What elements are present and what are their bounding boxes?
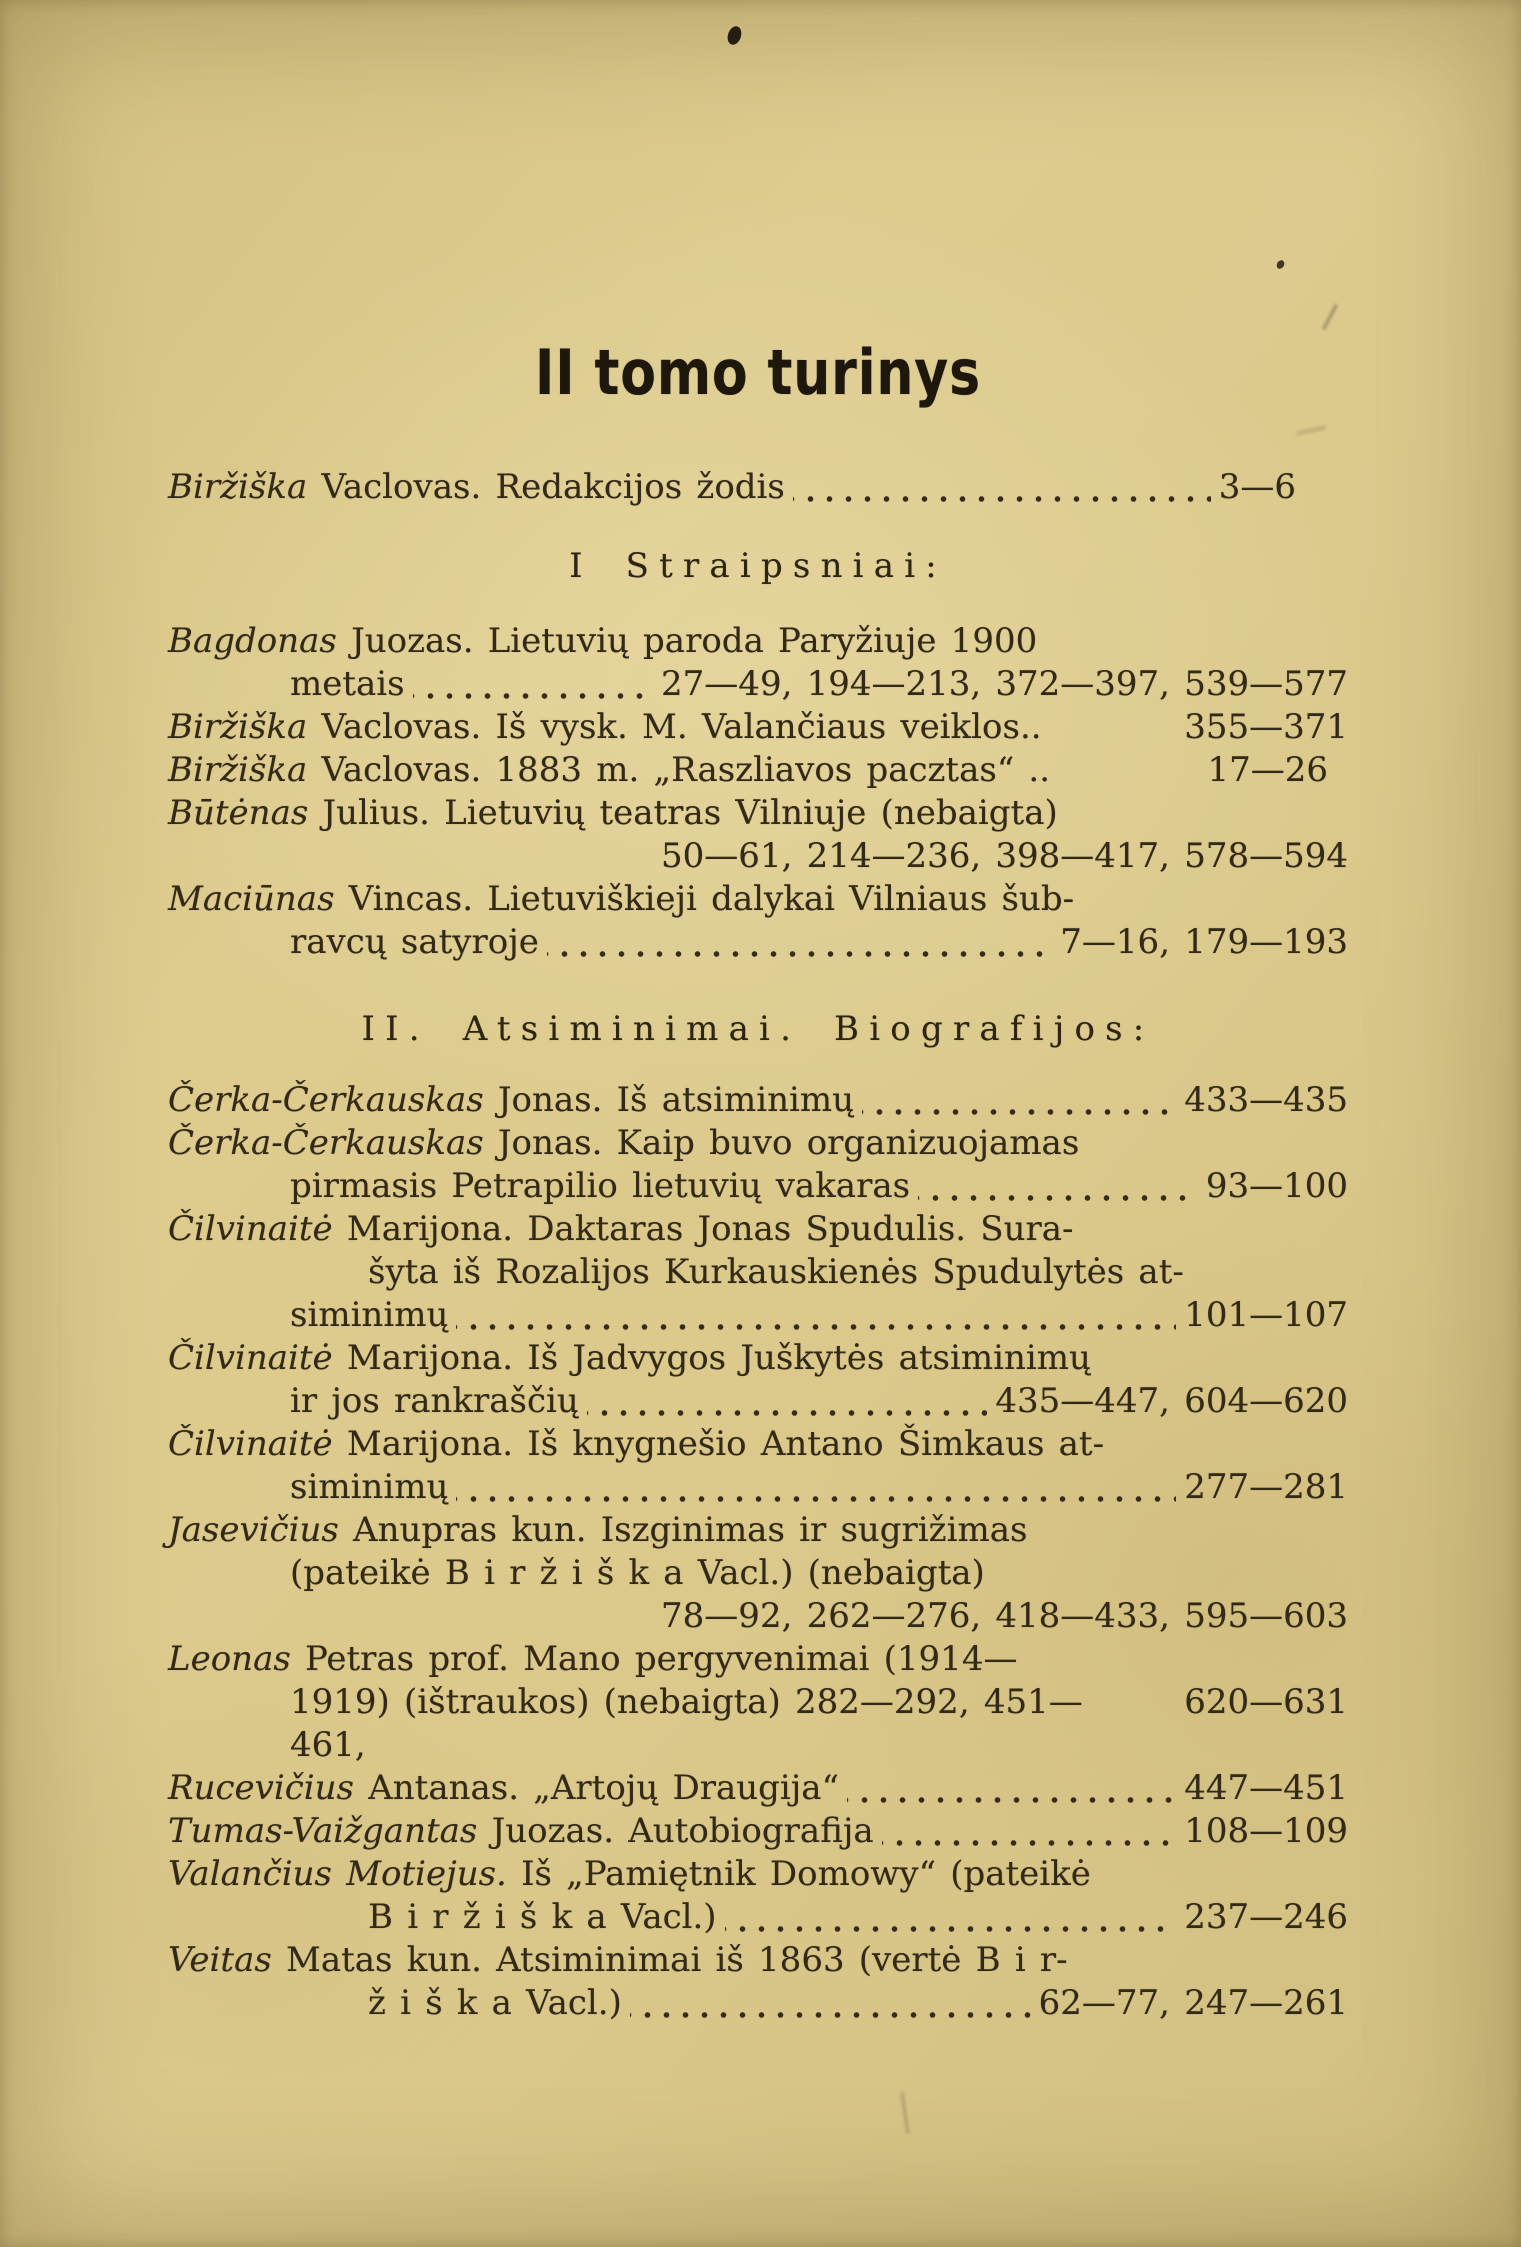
paper-smudge [900, 2092, 910, 2134]
entry-text: Čerka-Čerkauskas Jonas. Kaip buvo organizuojamas [168, 1123, 1080, 1163]
author-name: Bagdonas [168, 621, 337, 661]
entry-text: Bagdonas Juozas. Lietuvių paroda Paryžiuje 1900 [168, 621, 1038, 661]
author-name: Rucevičius [168, 1768, 355, 1808]
dot-leader [882, 1810, 1177, 1853]
author-name: Veitas [168, 1940, 272, 1980]
toc-line [168, 878, 1348, 921]
toc-line [168, 1079, 1348, 1122]
toc-line [168, 1638, 1348, 1681]
toc-line [168, 1208, 1348, 1251]
page-range: 433—435 [1184, 1080, 1348, 1120]
dot-leader [456, 1294, 1176, 1337]
page-range: 108—109 [1184, 1811, 1348, 1851]
author-name: Būtėnas [168, 793, 309, 833]
toc-line [168, 663, 1348, 706]
toc-line [168, 1552, 1348, 1595]
page-range: 7—16, 179—193 [1060, 922, 1348, 962]
author-name: Valančius Motiejus. [168, 1854, 507, 1894]
toc-line [168, 466, 1348, 509]
dot-leader [847, 1767, 1176, 1810]
entry-text: B i r ž i š k a Vacl.) [368, 1897, 717, 1937]
toc-content [168, 0, 1348, 2025]
toc-line [168, 792, 1348, 835]
entry-text: Tumas-Vaižgantas Juozas. Autobiografija [168, 1811, 874, 1851]
entry-text: Leonas Petras prof. Mano pergyvenimai (1914— [168, 1639, 1018, 1679]
entry-text: siminimų [290, 1295, 449, 1335]
page-range: 3—6 [1218, 467, 1296, 507]
dot-leader [630, 1982, 1031, 2025]
entry-text: Biržiška Vaclovas. Redakcijos žodis [168, 467, 785, 507]
page-range: 447—451 [1184, 1768, 1348, 1808]
section-heading: I Straipsniai: [569, 546, 947, 586]
toc-line [168, 1595, 1348, 1638]
author-name: Čerka-Čerkauskas [168, 1080, 484, 1120]
page-range: 620—631 [1184, 1682, 1348, 1722]
toc-line [168, 1509, 1348, 1552]
toc-line [168, 1939, 1348, 1982]
toc-line [168, 1810, 1348, 1853]
entry-text: Būtėnas Julius. Lietuvių teatras Vilniuje (nebaigta) [168, 793, 1058, 833]
entry-text: ravcų satyroje [290, 922, 539, 962]
dot-leader [862, 1079, 1176, 1122]
page-range: 237—246 [1184, 1897, 1348, 1937]
author-name: Jasevičius [168, 1510, 339, 1550]
toc-line [168, 1423, 1348, 1466]
toc-line [168, 921, 1348, 964]
entry-text: Maciūnas Vincas. Lietuviškieji dalykai Vilniaus šub- [168, 879, 1075, 919]
dot-leader [793, 466, 1211, 509]
toc-line [168, 1337, 1348, 1380]
page-range: 435—447, 604—620 [995, 1381, 1348, 1421]
entry-text: Čerka-Čerkauskas Jonas. Iš atsiminimų [168, 1080, 854, 1120]
page-range: 17—26 [1207, 750, 1328, 790]
toc-line [168, 706, 1348, 749]
page-range: 277—281 [1184, 1467, 1348, 1507]
toc-line [168, 1294, 1348, 1337]
entry-text: Čilvinaitė Marijona. Daktaras Jonas Spudulis. Sura- [168, 1209, 1074, 1249]
toc-line [168, 1466, 1348, 1509]
toc-line [168, 749, 1348, 792]
toc-line [168, 835, 1348, 878]
toc-list [168, 466, 1348, 2025]
toc-line [168, 1681, 1348, 1767]
author-name: Čilvinaitė [168, 1424, 333, 1464]
author-name: Čilvinaitė [168, 1209, 333, 1249]
dot-leader [587, 1380, 988, 1423]
page-range: 93—100 [1205, 1166, 1348, 1206]
entry-text: metais [290, 664, 405, 704]
author-name: Biržiška [168, 750, 308, 790]
dot-leader [413, 663, 653, 706]
toc-line [168, 1853, 1348, 1896]
entry-text: ir jos rankraščių [290, 1381, 579, 1421]
entry-text: Veitas Matas kun. Atsiminimai iš 1863 (vertė B i r- [168, 1940, 1068, 1980]
entry-text: 1919) (ištraukos) (nebaigta) 282—292, 451—461, [290, 1682, 1083, 1765]
spacer [1058, 749, 1199, 792]
dot-leader [456, 1466, 1176, 1509]
toc-line [168, 1165, 1348, 1208]
entry-text: Čilvinaitė Marijona. Iš Jadvygos Juškytės atsiminimų [168, 1338, 1091, 1378]
toc-line [168, 1767, 1348, 1810]
entry-text: Rucevičius Antanas. „Artojų Draugija“ [168, 1768, 839, 1808]
author-name: Biržiška [168, 707, 308, 747]
page-title: II tomo turinys [535, 336, 981, 409]
dot-leader [918, 1165, 1198, 1208]
entry-text: ž i š k a Vacl.) [368, 1983, 622, 2023]
spacer [1150, 1681, 1176, 1767]
entry-text: siminimų [290, 1467, 449, 1507]
author-name: Čilvinaitė [168, 1338, 333, 1378]
toc-line [168, 1982, 1348, 2025]
author-name: Čerka-Čerkauskas [168, 1123, 484, 1163]
entry-text: Valančius Motiejus. Iš „Pamiętnik Domowy“ (pateikė [168, 1854, 1091, 1894]
page-range: 78—92, 262—276, 418—433, 595—603 [661, 1596, 1348, 1636]
entry-text: Biržiška Vaclovas. 1883 m. „Raszliavos pacztas“ .. [168, 750, 1051, 790]
entry-text: (pateikė B i r ž i š k a Vacl.) (nebaigta) [290, 1553, 985, 1593]
author-name: Maciūnas [168, 879, 335, 919]
toc-line [168, 1896, 1348, 1939]
page-range: 50—61, 214—236, 398—417, 578—594 [661, 836, 1348, 876]
toc-line [168, 1380, 1348, 1423]
toc-line [168, 1122, 1348, 1165]
page-range: 355—371 [1184, 707, 1348, 747]
dot-leader [547, 921, 1052, 964]
author-name: Tumas-Vaižgantas [168, 1811, 478, 1851]
page-range: 101—107 [1184, 1295, 1348, 1335]
entry-text: šyta iš Rozalijos Kurkauskienės Spudulytės at- [368, 1252, 1184, 1292]
entry-text: Biržiška Vaclovas. Iš vysk. M. Valančiaus veiklos.. [168, 707, 1042, 747]
toc-line [168, 620, 1348, 663]
section-heading: II. Atsiminimai. Biografijos: [361, 1009, 1155, 1049]
entry-text: pirmasis Petrapilio lietuvių vakaras [290, 1166, 911, 1206]
spacer [1050, 706, 1177, 749]
author-name: Leonas [168, 1639, 291, 1679]
dot-leader [725, 1896, 1177, 1939]
page-range: 27—49, 194—213, 372—397, 539—577 [661, 664, 1348, 704]
entry-text: Jasevičius Anupras kun. Iszginimas ir sugrižimas [168, 1510, 1028, 1550]
entry-text: Čilvinaitė Marijona. Iš knygnešio Antano Šimkaus at- [168, 1424, 1105, 1464]
toc-line [168, 1251, 1348, 1294]
author-name: Biržiška [168, 467, 308, 507]
page-range: 62—77, 247—261 [1038, 1983, 1348, 2023]
